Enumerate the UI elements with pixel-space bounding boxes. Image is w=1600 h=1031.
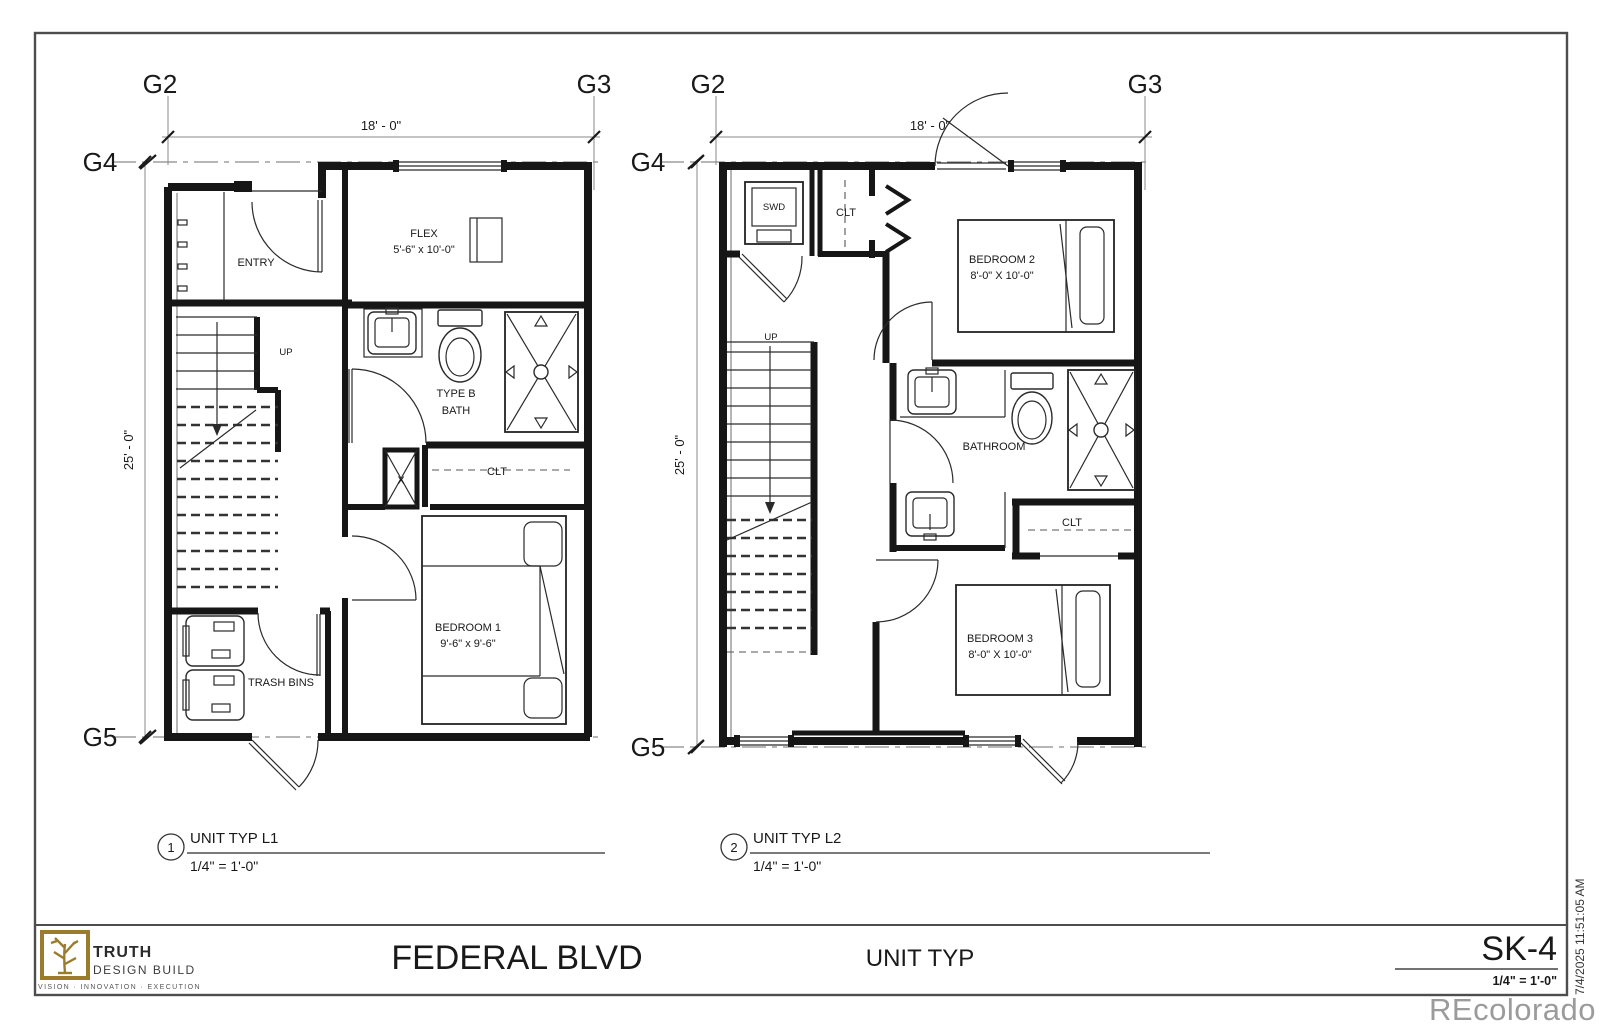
sheet-title: UNIT TYP <box>865 945 975 972</box>
l1-grid-label-g4: G4 <box>82 147 118 177</box>
l2-stairs <box>727 332 812 652</box>
l1-label-bed: BEDROOM 1 <box>434 622 502 634</box>
l2-caption-scale: 1/4" = 1'-0" <box>753 858 822 874</box>
l1-trash-bins <box>183 616 244 720</box>
l2-bifold-doors <box>886 186 908 252</box>
l1-grid-label-g3: G3 <box>576 69 612 99</box>
l1-label-clt: CLT <box>487 466 507 478</box>
company-logo <box>38 932 201 991</box>
l2-label-bed2-size: 8'-0" X 10'-0" <box>970 270 1034 282</box>
l2-up-label: UP <box>764 332 778 343</box>
l2-grid-label-g4: G4 <box>630 147 666 177</box>
l2-interior-walls <box>723 166 1142 733</box>
l2-caption-number: 2 <box>730 840 738 855</box>
logo-name: TRUTH <box>93 944 153 961</box>
l2-grid-label-g5: G5 <box>630 732 666 762</box>
l1-label-bath2: BATH <box>441 405 471 417</box>
l2-label-bed3-size: 8'-0" X 10'-0" <box>968 649 1032 661</box>
l2-grid-label-g3: G3 <box>1127 69 1163 99</box>
l2-hall-sink <box>906 492 954 540</box>
l1-dim-width: 18' - 0" <box>360 118 402 133</box>
l2-caption-title: UNIT TYP L2 <box>753 830 842 847</box>
l2-label-bed3: BEDROOM 3 <box>966 633 1034 645</box>
l2-label-swd: SWD <box>762 202 786 213</box>
l2-grid-label-g2: G2 <box>690 69 726 99</box>
logo-tagline: VISION · INNOVATION · EXECUTION <box>38 984 201 991</box>
date-stamp: 7/4/2025 11:51:05 AM <box>1573 878 1587 995</box>
l1-grid-label-g2: G2 <box>142 69 178 99</box>
l1-entry-hooks <box>178 220 187 291</box>
l1-label-flex-size: 5'-6" x 10'-0" <box>393 244 455 256</box>
l2-toilet <box>1011 373 1053 444</box>
l1-dim-height: 25' - 0" <box>121 429 136 471</box>
l1-caption <box>158 830 605 874</box>
l1-doors <box>249 191 426 790</box>
l2-window-top <box>1008 160 1066 172</box>
logo-sub: DESIGN BUILD <box>93 963 196 977</box>
sheet-scale: 1/4" = 1'-0" <box>1492 974 1557 988</box>
l2-dim-height: 25' - 0" <box>672 434 687 476</box>
l1-toilet <box>438 310 482 382</box>
l1-caption-scale: 1/4" = 1'-0" <box>190 858 259 874</box>
sheet-number: SK-4 <box>1481 930 1557 968</box>
l1-stairs <box>176 322 293 587</box>
recolorado-watermark: REcolorado <box>1429 992 1596 1027</box>
tree-icon <box>51 938 78 973</box>
unit-l2-plan <box>631 69 1210 874</box>
l1-label-flex: FLEX <box>410 228 438 240</box>
l2-label-bed2: BEDROOM 2 <box>968 254 1036 266</box>
l2-label-bathroom: BATHROOM <box>962 441 1026 453</box>
l2-dim-width: 18' - 0" <box>909 118 951 133</box>
l1-window-top <box>393 160 507 172</box>
l1-caption-number: 1 <box>167 840 175 855</box>
project-title: FEDERAL BLVD <box>391 939 643 977</box>
l2-label-clt-mid: CLT <box>1062 517 1082 529</box>
l1-flex-desk <box>470 218 502 262</box>
sheet-number-block <box>1395 930 1558 988</box>
l2-label-clt-top: CLT <box>836 207 856 219</box>
unit-l1-plan <box>83 69 612 874</box>
l1-caption-title: UNIT TYP L1 <box>190 830 279 847</box>
l1-bath-sink <box>364 308 422 357</box>
l1-label-bath1: TYPE B <box>436 388 476 400</box>
l2-washer-dryer <box>745 182 803 244</box>
l2-exterior-walls <box>719 160 1142 747</box>
l1-grid-label-g5: G5 <box>82 722 118 752</box>
l1-bed <box>422 516 566 724</box>
l2-caption <box>721 830 1210 874</box>
l1-shower <box>505 312 578 432</box>
l2-shower <box>1068 370 1135 490</box>
l1-label-bed-size: 9'-6" x 9'-6" <box>440 638 496 650</box>
l1-label-shaft: X <box>397 475 405 487</box>
l2-bath-sink <box>900 368 1005 417</box>
l1-label-entry: ENTRY <box>237 257 275 269</box>
title-block <box>38 930 1558 991</box>
l1-label-trash: TRASH BINS <box>247 677 315 689</box>
l1-up-label: UP <box>279 347 293 358</box>
